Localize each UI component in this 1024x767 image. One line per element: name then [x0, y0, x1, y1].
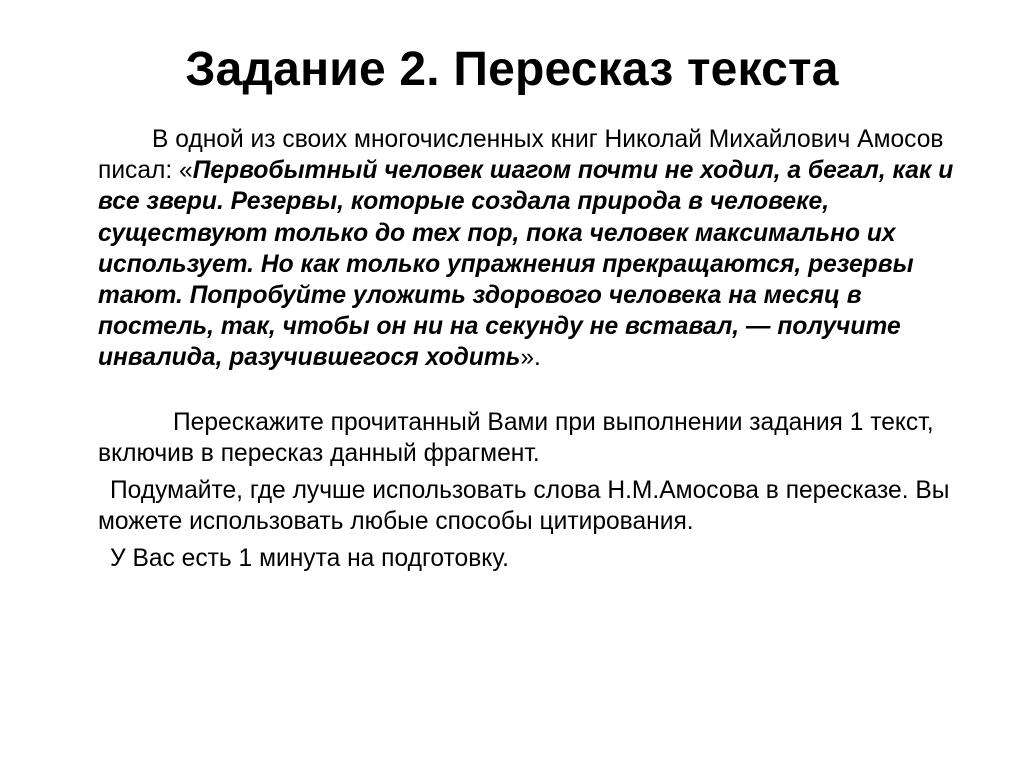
task-paragraph: Перескажите прочитанный Вами при выполнении задания 1 текст, включив в пересказ данный фрагмент. — [98, 408, 934, 467]
intro-text: В одной из своих многочисленных книг Николай Михайлович Амосов писал: — [98, 126, 944, 185]
slide-title: Задание 2. Пересказ текста — [185, 43, 839, 96]
hint-paragraph: Подумайте, где лучше использовать слова Н.М.Амосова в пересказе. Вы можете использовать любые способы цитирования. — [98, 477, 950, 536]
slide-body — [98, 124, 978, 575]
amosov-quote: Первобытный человек шагом почти не ходил, а бегал, как и все звери. Резервы, которые создала природа в человеке, существуют только до тех пор, пока человек максимально их использует. Но как только упражнения прекращаются, резервы тают. Попробуйте уложить здорового человека на месяц в постель, так, чтобы он ни на секунду не вставал, — получите инвалида, разучившегося ходить — [98, 157, 954, 372]
quote-close-mark: ». — [520, 344, 541, 372]
time-paragraph: У Вас есть 1 минута на подготовку. — [110, 545, 509, 573]
intro-paragraph — [98, 124, 978, 374]
quote-open-mark: « — [179, 157, 193, 185]
